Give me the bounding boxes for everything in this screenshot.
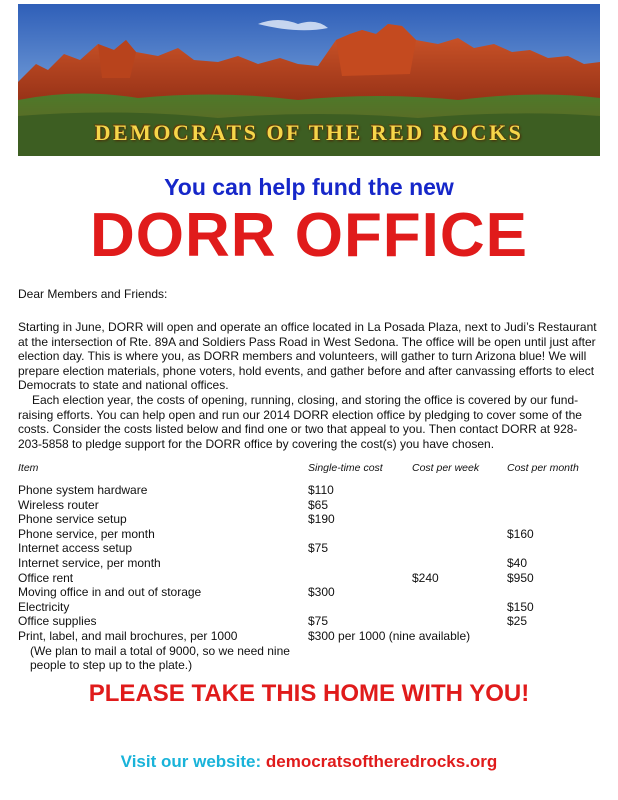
cell-per-month	[507, 498, 608, 513]
cell-per-week	[412, 585, 507, 600]
cell-single-time: $75	[308, 541, 329, 556]
cell-per-week	[412, 600, 507, 615]
banner-title: DEMOCRATS OF THE RED ROCKS	[94, 120, 524, 145]
headline: DORR OFFICE	[89, 201, 529, 270]
cell-per-week: $240	[412, 570, 439, 585]
table-row	[18, 483, 608, 498]
table-row	[18, 629, 608, 644]
cell-per-week	[412, 541, 507, 556]
paragraph-1: Starting in June, DORR will open and operate an office located in La Posada Plaza, next to Judi’s Restaurant at the intersection of Rte. 89A and Soldiers Pass Road in West Sedona. The office will be open until just after election day. This is where you, as DORR members and volunteers, will gather to turn Arizona blue! We will prepare election materials, phone voters, hold events, and gather before and after canvassing efforts to elect Democrats to state and national offices.	[18, 320, 597, 393]
letter-body	[18, 320, 600, 451]
cell-item: Print, label, and mail brochures, per 1000	[18, 628, 238, 643]
cell-per-month	[507, 483, 608, 498]
table-row	[18, 571, 608, 586]
table-header-row	[18, 462, 608, 483]
cell-per-month: $40	[507, 555, 528, 570]
cell-per-month	[507, 512, 608, 527]
table-row	[18, 512, 608, 527]
cell-single-time: $190	[308, 512, 335, 527]
cell-per-month: $950	[507, 570, 534, 585]
table-row-note	[18, 644, 608, 673]
paragraph-2: Each election year, the costs of opening, running, closing, and storing the office is covered by our fund-raising efforts. You can help open and run our 2014 DORR election office by pledging to cover some of the costs. Consider the costs listed below and find one or two that appeal to you. Then contact DORR at 928-203-5858 to pledge support for the DORR office by covering the cost(s) you have chosen.	[18, 392, 582, 451]
cell-per-month	[507, 541, 608, 556]
cell-per-week	[412, 512, 507, 527]
visit-label: Visit our website:	[120, 752, 262, 771]
table-row	[18, 527, 608, 542]
cell-per-month: $25	[507, 614, 528, 629]
cell-single-time: $75	[308, 614, 329, 629]
cell-item: Moving office in and out of storage	[18, 585, 202, 600]
cell-item: Office supplies	[18, 614, 97, 629]
column-header-per-month: Cost per month	[507, 462, 579, 474]
take-home-callout: PLEASE TAKE THIS HOME WITH YOU!	[88, 680, 530, 707]
banner-photo	[18, 4, 600, 156]
table-row	[18, 614, 608, 629]
website-link[interactable]: democratsoftheredrocks.org	[265, 752, 498, 771]
cost-table	[18, 462, 608, 673]
cell-per-month	[507, 585, 608, 600]
table-row	[18, 541, 608, 556]
column-header-single-time: Single-time cost	[308, 462, 383, 474]
footer	[0, 752, 618, 772]
brochure-note: (We plan to mail a total of 9000, so we need nine people to step up to the plate.)	[30, 643, 290, 673]
cell-single-time	[308, 527, 412, 542]
column-header-per-week: Cost per week	[412, 462, 480, 474]
cell-per-month: $160	[507, 526, 534, 541]
cell-per-week	[412, 556, 507, 571]
cell-item: Internet service, per month	[18, 555, 161, 570]
greeting: Dear Members and Friends:	[18, 287, 168, 301]
cell-per-month: $150	[507, 599, 534, 614]
cell-item: Phone system hardware	[18, 483, 148, 497]
cell-item: Office rent	[18, 570, 74, 585]
cell-item: Wireless router	[18, 497, 99, 512]
table-row	[18, 600, 608, 615]
cell-item: Phone service setup	[18, 512, 127, 527]
cell-single-time: $300	[308, 585, 335, 600]
cell-per-week	[412, 498, 507, 513]
subheadline: You can help fund the new	[164, 174, 454, 200]
cell-single-time	[308, 600, 412, 615]
cell-single-time: $65	[308, 497, 329, 512]
cell-per-week	[412, 614, 507, 629]
cell-item: Internet access setup	[18, 541, 133, 556]
column-header-item: Item	[18, 462, 39, 474]
cell-single-time	[308, 556, 412, 571]
cell-item: Electricity	[18, 599, 70, 614]
cell-item: Phone service, per month	[18, 526, 155, 541]
cell-per-week	[412, 483, 507, 498]
cell-per-week	[412, 527, 507, 542]
cell-single-time: $300 per 1000 (nine available)	[308, 628, 471, 643]
table-row	[18, 556, 608, 571]
table-row	[18, 498, 608, 513]
table-row	[18, 585, 608, 600]
cell-single-time: $110	[308, 483, 334, 497]
cell-single-time	[308, 571, 412, 586]
